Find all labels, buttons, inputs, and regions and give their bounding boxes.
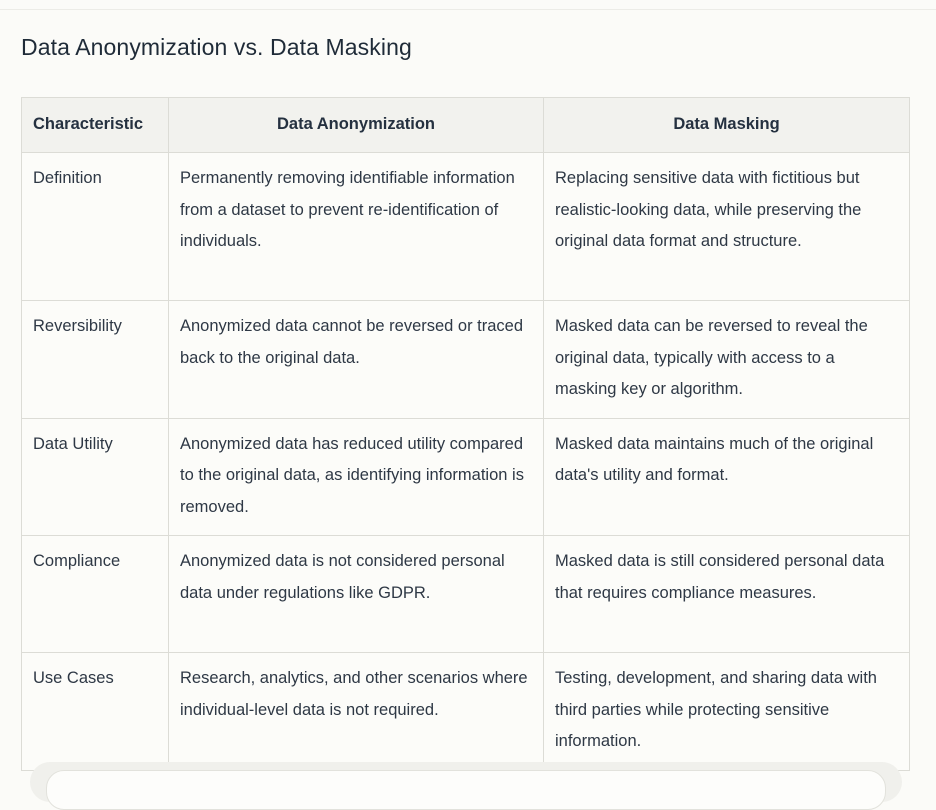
comparison-table-container <box>21 97 909 771</box>
cell-anonymization: Permanently removing identifiable information from a dataset to prevent re-identification of individuals. <box>169 153 544 301</box>
table-row <box>22 536 910 653</box>
cell-masking: Testing, development, and sharing data with third parties while protecting sensitive information. <box>544 653 910 771</box>
table-row <box>22 418 910 536</box>
cell-masking: Masked data can be reversed to reveal the original data, typically with access to a masking key or algorithm. <box>544 301 910 419</box>
column-header-characteristic: Characteristic <box>22 98 169 153</box>
cell-masking: Masked data is still considered personal data that requires compliance measures. <box>544 536 910 653</box>
cell-characteristic: Use Cases <box>22 653 169 771</box>
cell-masking: Masked data maintains much of the original data's utility and format. <box>544 418 910 536</box>
cell-anonymization: Anonymized data has reduced utility compared to the original data, as identifying information is removed. <box>169 418 544 536</box>
cell-anonymization: Anonymized data cannot be reversed or traced back to the original data. <box>169 301 544 419</box>
cell-characteristic: Compliance <box>22 536 169 653</box>
cell-characteristic: Reversibility <box>22 301 169 419</box>
cell-characteristic: Data Utility <box>22 418 169 536</box>
comparison-table <box>21 97 910 771</box>
table-header-row <box>22 98 910 153</box>
table-row <box>22 153 910 301</box>
cell-anonymization: Anonymized data is not considered personal data under regulations like GDPR. <box>169 536 544 653</box>
page-title: Data Anonymization vs. Data Masking <box>21 34 412 60</box>
message-input[interactable] <box>46 770 886 810</box>
cell-anonymization: Research, analytics, and other scenarios where individual-level data is not required. <box>169 653 544 771</box>
cell-characteristic: Definition <box>22 153 169 301</box>
column-header-masking: Data Masking <box>544 98 910 153</box>
column-header-anonymization: Data Anonymization <box>169 98 544 153</box>
table-row <box>22 653 910 771</box>
table-row <box>22 301 910 419</box>
top-divider <box>0 9 936 10</box>
cell-masking: Replacing sensitive data with fictitious but realistic-looking data, while preserving the original data format and structure. <box>544 153 910 301</box>
